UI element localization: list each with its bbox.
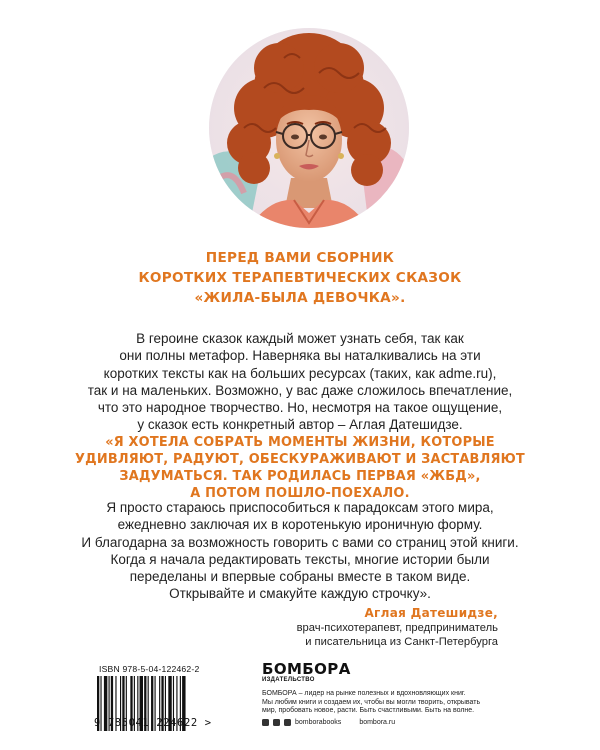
publisher-slogan-line: Мы любим книги и создаем их, чтобы вы могли творить, открывать [262, 698, 481, 706]
author-portrait [209, 28, 409, 228]
vk-icon[interactable] [273, 719, 280, 726]
publisher-slogan-line: БОМБОРА – лидер на рынке полезных и вдохновляющих книг. [262, 690, 466, 697]
intro-heading-line: ПЕРЕД ВАМИ СБОРНИК [205, 250, 395, 266]
quote-line: Я просто стараюсь приспособиться к парадоксам этого мира, [106, 500, 494, 515]
quote-line: И благодарна за возможность говорить с вами со страниц этой книги. [81, 534, 519, 550]
quote-heading [0, 434, 600, 502]
quote-line: Когда я начала редактировать тексты, многие истории были [110, 551, 490, 567]
publisher-handle[interactable]: bomborabooks [295, 719, 342, 726]
intro-line: В героине сказок каждый может узнать себя, так как [136, 331, 464, 346]
author-desc-line: врач-психотерапевт, предприниматель [296, 622, 498, 634]
barcode-digits [94, 717, 254, 729]
quote-heading-line: А ПОТОМ ПОШЛО-ПОЕХАЛО. [190, 486, 410, 501]
author-desc-line: и писательница из Санкт-Петербурга [305, 636, 498, 648]
intro-line: они полны метафор. Наверняка вы наталкивались на эти [119, 348, 481, 364]
quote-line: Открывайте и смакуйте каждую строчку». [169, 586, 431, 602]
facebook-icon[interactable] [262, 719, 269, 726]
publisher-logo: БОМБОРА [262, 660, 351, 678]
portrait-illustration [209, 28, 409, 228]
intro-paragraph [0, 330, 600, 434]
publisher-links [262, 719, 395, 726]
author-name: Аглая Датешидзе, [364, 606, 498, 620]
quote-line: ежедневно заключая их в коротенькую ироничную форму. [117, 517, 483, 533]
intro-line: что это народное творчество. Но, несмотря на такое ощущение, [97, 400, 503, 416]
intro-heading-line: КОРОТКИХ ТЕРАПЕВТИЧЕСКИХ СКАЗОК [138, 270, 462, 286]
intro-heading-line: «ЖИЛА-БЫЛА ДЕВОЧКА». [194, 290, 406, 306]
barcode-number: 9 785041 224622 [94, 717, 198, 729]
publisher-slogan-line: мир, пробовать новое, расти. Быть счастливыми. Быть на волне. [262, 707, 475, 715]
publisher-subtitle: ИЗДАТЕЛЬСТВО [262, 677, 315, 683]
publisher-slogan [262, 690, 480, 716]
intro-line: у сказок есть конкретный автор – Аглая Датешидзе. [137, 417, 463, 433]
intro-heading [0, 248, 600, 308]
barcode-arrow-icon: > [197, 717, 212, 729]
intro-line: коротких тексты как на больших ресурсах (таких, как adme.ru), [103, 365, 497, 381]
quote-heading-line: УДИВЛЯЮТ, РАДУЮТ, ОБЕСКУРАЖИВАЮТ И ЗАСТАВЛЯЮТ [75, 452, 525, 467]
quote-line: переделаны и впервые собраны вместе в таком виде. [129, 569, 471, 585]
quote-heading-line: ЗАДУМАТЬСЯ. ТАК РОДИЛАСЬ ПЕРВАЯ «ЖБД», [119, 469, 481, 484]
instagram-icon[interactable] [284, 719, 291, 726]
intro-line: так и на маленьких. Возможно, у вас даже сложилось впечатление, [87, 382, 513, 398]
quote-heading-line: «Я ХОТЕЛА СОБРАТЬ МОМЕНТЫ ЖИЗНИ, КОТОРЫЕ [105, 435, 495, 450]
publisher-site-link[interactable]: bombora.ru [359, 719, 396, 726]
quote-paragraph [0, 499, 600, 603]
isbn-text: ISBN 978-5-04-122462-2 [99, 664, 200, 674]
